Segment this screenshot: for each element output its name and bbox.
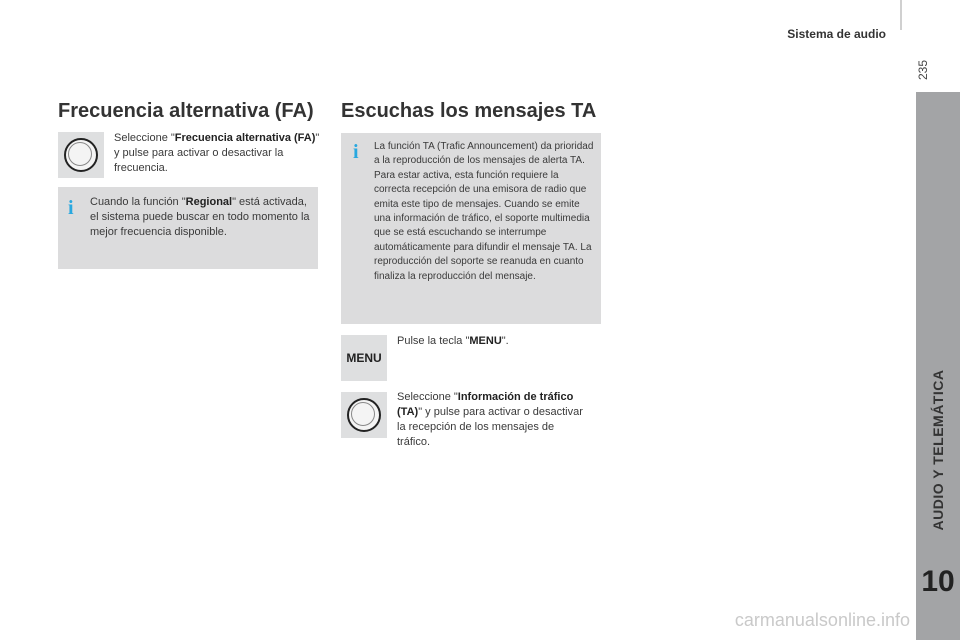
fa-step-post: " y pulse para activar o desactivar la frecuencia. [114, 132, 320, 174]
chapter-label-text: AUDIO Y TELEMÁTICA [930, 369, 946, 531]
section-title: Sistema de audio [787, 27, 886, 41]
info-icon: i [353, 141, 359, 163]
ta-step1-text [397, 334, 597, 349]
menu-key-icon: MENU [341, 335, 387, 381]
ta-step1-post: ". [501, 335, 509, 347]
fa-step-text [114, 131, 320, 176]
info-icon: i [68, 197, 74, 219]
ta-step2-pre: Seleccione " [397, 391, 458, 403]
ta-info-text: La función TA (Trafic Announcement) da prioridad a la reproducción de los mensajes de alerta TA. Para estar activa, esta función requiere la correcta recepción de una emisora de radio que emita este tipo de mensajes. Cuando se emite una información de tráfico, el soporte multimedia que se está escuchando se interrumpe automáticamente para difundir el mensaje TA. La reproducción del soporte se reanuda en cuanto finaliza la reproducción del mensaje. [374, 141, 594, 282]
rotary-knob-icon [58, 132, 104, 178]
fa-step-bold: Frecuencia alternativa (FA) [174, 132, 316, 144]
fa-info-bold: Regional [185, 196, 233, 208]
fa-info-post: " está activada, el sistema puede buscar en todo momento la mejor frecuencia disponible. [90, 196, 310, 238]
fa-info-pre: Cuando la función " [90, 196, 186, 208]
footer-watermark: carmanualsonline.info [734, 610, 910, 630]
ta-step1-pre: Pulse la tecla " [397, 335, 470, 347]
page-number: 235 [916, 59, 930, 81]
ta-step2-text [397, 390, 587, 450]
ta-step2-post: " y pulse para activar o desactivar la recepción de los mensajes de tráfico. [397, 406, 583, 448]
chapter-side-tab [916, 92, 960, 640]
ta-info-box [341, 133, 601, 324]
ta-step2-bold: Información de tráfico (TA) [397, 391, 574, 418]
rotary-knob-icon [341, 392, 387, 438]
section-heading-ta: Escuchas los mensajes TA [341, 100, 597, 122]
fa-info-box [58, 187, 318, 269]
fa-step-pre: Seleccione " [114, 132, 175, 144]
section-heading-fa: Frecuencia alternativa (FA) [58, 100, 314, 122]
ta-step1-bold: MENU [469, 335, 502, 347]
header-divider [900, 0, 902, 30]
fa-info-text [90, 195, 310, 240]
chapter-number: 10 [921, 565, 955, 598]
